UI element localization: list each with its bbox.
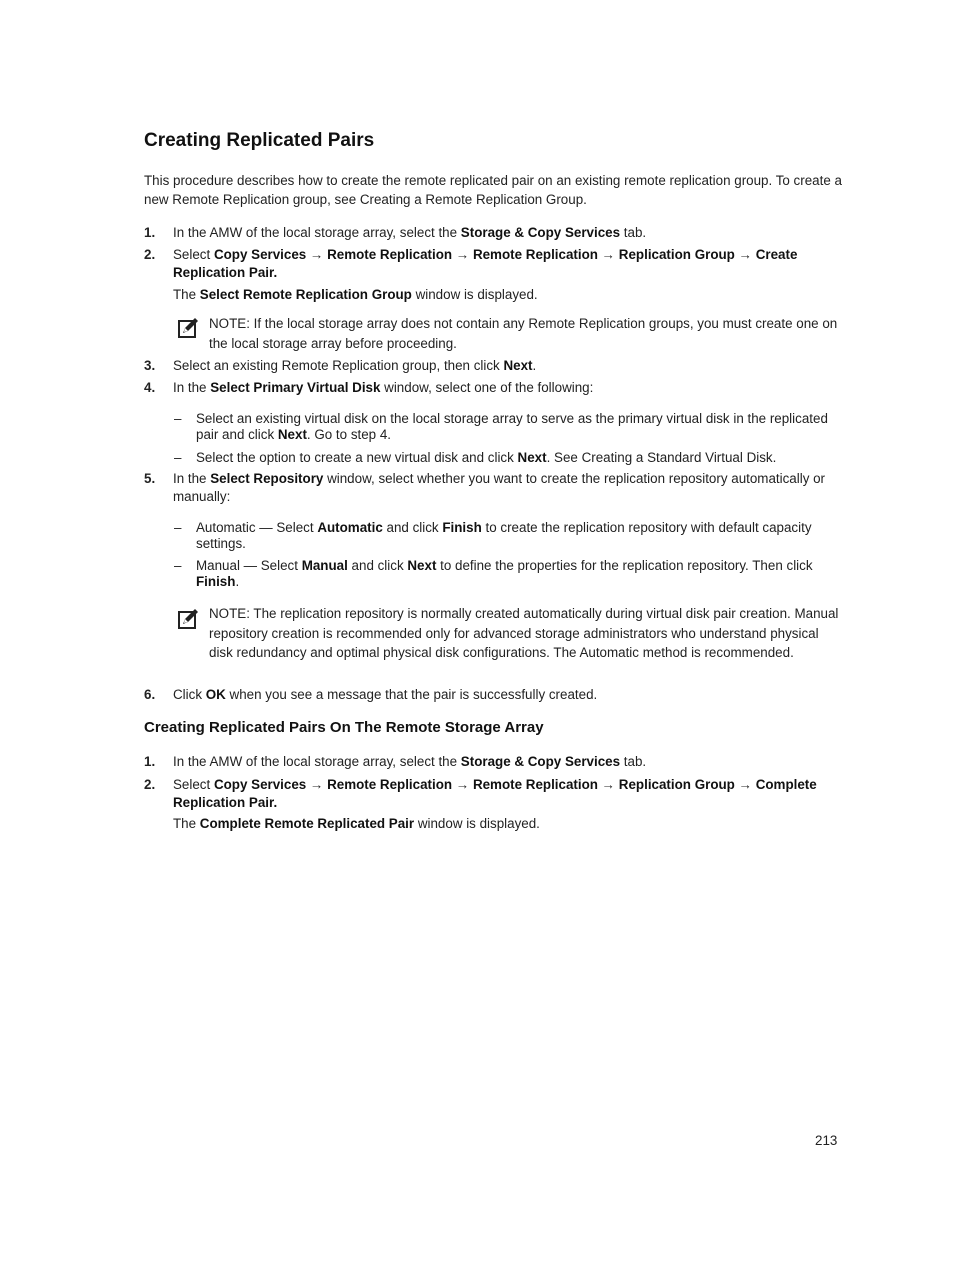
text-run: Select [173, 777, 214, 792]
ui-term: Storage & Copy Services [460, 225, 621, 240]
text-run: In the [173, 471, 211, 486]
step-number: 3. [144, 358, 156, 373]
text-run: → [734, 247, 756, 262]
text-run: window, select one of the following: [380, 380, 594, 395]
ui-term: Replication Group [618, 247, 735, 262]
step-number: 4. [144, 380, 156, 395]
dash-bullet: – [174, 450, 182, 465]
text-run: → [734, 777, 756, 792]
step-number: 2. [144, 247, 156, 262]
ui-term: Remote Replication [327, 247, 453, 262]
ui-term: Remote Replication [472, 777, 598, 792]
ui-term: Manual [301, 558, 348, 573]
option-text [196, 558, 841, 590]
text-run: window, select whether you want to create the replication repository automatically or manually: [173, 471, 826, 504]
text-run: . [532, 358, 537, 373]
pencil-note-icon [176, 316, 200, 340]
ui-term: Complete Remote Replicated Pair [199, 816, 415, 831]
step-text [173, 246, 843, 282]
pencil-note-icon [176, 607, 200, 631]
text-run: and click [347, 558, 408, 573]
subsection-title: Creating Replicated Pairs On The Remote Storage Array [144, 719, 544, 736]
step-number: 2. [144, 777, 156, 792]
text-run: Select [173, 247, 214, 262]
section-title: Creating Replicated Pairs [144, 130, 375, 151]
text-run: In the [173, 380, 211, 395]
note-block [209, 314, 841, 353]
text-run: to create the replication repository with default capacity settings. [196, 520, 812, 551]
step-text [173, 776, 843, 812]
text-run: → [452, 777, 473, 792]
text-run: Select an existing Remote Replication group, then click [173, 358, 504, 373]
ui-term: Replication Group [618, 777, 735, 792]
option-text [196, 450, 841, 466]
step-followup [173, 286, 843, 304]
text-run: → [306, 777, 328, 792]
option-text [196, 411, 841, 443]
ui-term: Complete Replication Pair. [173, 777, 817, 810]
text-run: The [173, 287, 200, 302]
text-run: when you see a message that the pair is successfully created. [225, 687, 598, 702]
step-text [173, 686, 843, 704]
text-run: Select an existing virtual disk on the local storage array to serve as the primary virtual disk in the replicated pair and click [196, 411, 828, 442]
ui-term: Remote Replication [472, 247, 598, 262]
step-text [173, 357, 843, 375]
text-run: Automatic — Select [196, 520, 318, 535]
step-text [173, 224, 843, 242]
step-number: 5. [144, 471, 156, 486]
ui-term: Finish [196, 574, 236, 589]
text-run: . See Creating a Standard Virtual Disk. [546, 450, 777, 465]
text-run: → [597, 247, 619, 262]
ui-term: Next [407, 558, 437, 573]
note-label: NOTE: [209, 606, 250, 621]
ui-term: Select Repository [210, 471, 324, 486]
ui-term: Finish [442, 520, 482, 535]
text-run: . [235, 574, 240, 589]
page-number: 213 [815, 1133, 838, 1148]
step-text [173, 470, 843, 506]
ui-term: Next [517, 450, 547, 465]
step-number: 1. [144, 225, 156, 240]
text-run: → [597, 777, 619, 792]
text-run: → [452, 247, 473, 262]
text-run: to define the properties for the replication repository. Then click [436, 558, 813, 573]
ui-term: Next [503, 358, 533, 373]
text-run: tab. [620, 754, 647, 769]
ui-term: Create Replication Pair. [173, 247, 798, 280]
ui-term: Select Remote Replication Group [199, 287, 412, 302]
dash-bullet: – [174, 520, 182, 535]
intro-paragraph: This procedure describes how to create the remote replicated pair on an existing remote replication group. To create a new Remote Replication group, see Creating a Remote Replication Group. [144, 173, 842, 207]
step-text [173, 753, 843, 771]
text-run: window is displayed. [414, 816, 540, 831]
ui-term: Select Primary Virtual Disk [210, 380, 381, 395]
text-run: Click [173, 687, 206, 702]
ui-term: Storage & Copy Services [460, 754, 621, 769]
note-block [209, 604, 841, 663]
option-text [196, 520, 841, 552]
text-run: tab. [620, 225, 647, 240]
text-run: window is displayed. [411, 287, 538, 302]
text-run: . Go to step 4. [306, 427, 392, 442]
ui-term: Remote Replication [327, 777, 453, 792]
text-run: and click [382, 520, 443, 535]
note-text: If the local storage array does not contain any Remote Replication groups, you must create one on the local storage array before proceeding. [209, 316, 838, 351]
dash-bullet: – [174, 558, 182, 573]
step-followup [173, 815, 843, 833]
step-number: 6. [144, 687, 156, 702]
dash-bullet: – [174, 411, 182, 426]
note-text: The replication repository is normally created automatically during virtual disk pair creation. Manual repository creation is recommended only for advanced storage administrators who understand physical disk redundancy and optimal physical disk configurations. The Automatic method is recommended. [209, 606, 839, 660]
ui-term: Automatic [317, 520, 383, 535]
text-run: In the AMW of the local storage array, select the [173, 754, 461, 769]
text-run: Manual — Select [196, 558, 302, 573]
note-label: NOTE: [209, 316, 250, 331]
step-number: 1. [144, 754, 156, 769]
ui-term: Copy Services [213, 777, 307, 792]
text-run: Select the option to create a new virtual disk and click [196, 450, 518, 465]
ui-term: Copy Services [213, 247, 307, 262]
text-run: In the AMW of the local storage array, select the [173, 225, 461, 240]
text-run: The [173, 816, 200, 831]
step-text [173, 379, 843, 397]
ui-term: Next [277, 427, 307, 442]
ui-term: OK [205, 687, 226, 702]
text-run: → [306, 247, 328, 262]
